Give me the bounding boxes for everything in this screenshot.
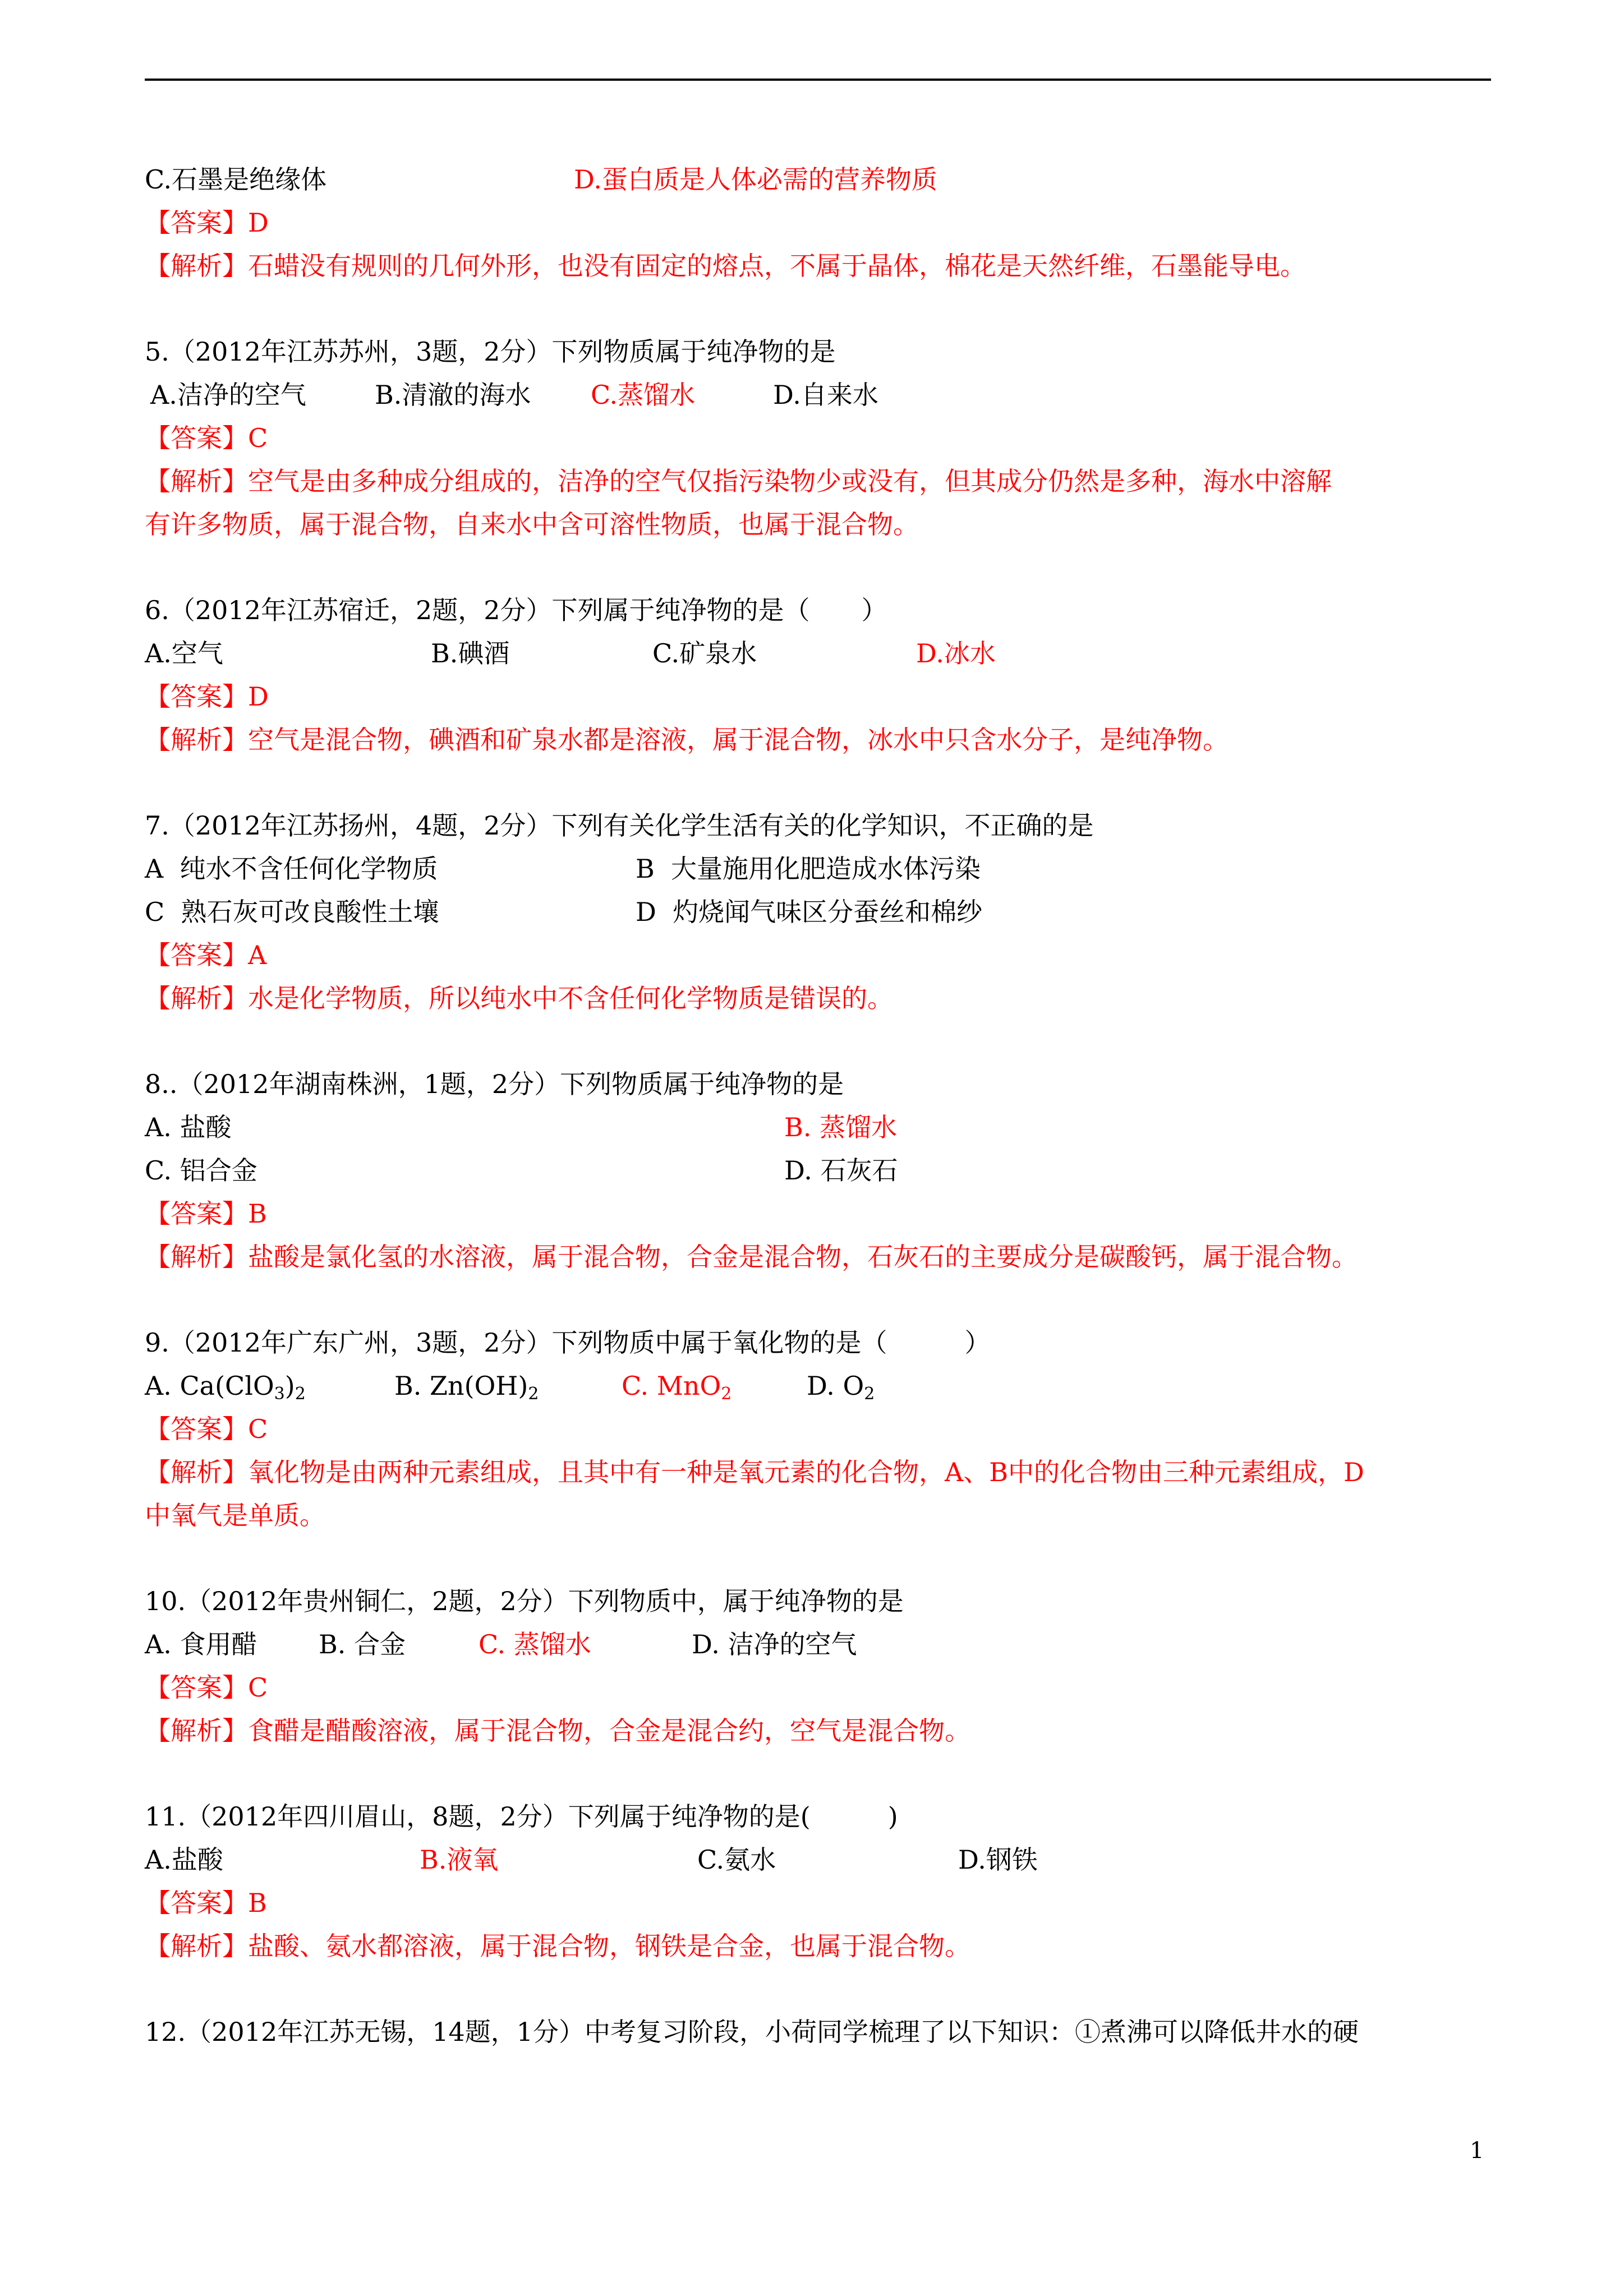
answer-tag: 【答案】 xyxy=(145,940,248,970)
answer-tag: 【答案】 xyxy=(145,423,248,453)
q5-explanation-line1 xyxy=(145,464,1502,498)
explanation-tag: 【解析】 xyxy=(145,1457,248,1487)
explanation-text: 盐酸是氯化氢的水溶液，属于混合物，合金是混合物，石灰石的主要成分是碳酸钙，属于混合物。 xyxy=(248,1242,1358,1272)
q11-explanation xyxy=(145,1929,1502,1963)
q5-option-d: D.自来水 xyxy=(773,380,878,410)
q5-stem: 5.（2012年江苏苏州，3题，2分）下列物质属于纯净物的是 xyxy=(145,336,836,367)
answer-value: C xyxy=(248,1672,268,1703)
explanation-tag: 【解析】 xyxy=(145,1716,248,1746)
q6-option-d: D.冰水 xyxy=(916,638,996,668)
q5-explanation-line2: 有许多物质，属于混合物，自来水中含可溶性物质，也属于混合物。 xyxy=(145,509,919,540)
q7-option-b: B 大量施用化肥造成水体污染 xyxy=(636,854,981,884)
q9-option-c: C. MnO$_2$ xyxy=(622,1371,732,1404)
q8-option-c: C. 铝合金 xyxy=(145,1155,257,1186)
explanation-tag: 【解析】 xyxy=(145,1931,248,1961)
q8-stem: 8..（2012年湖南株洲，1题，2分）下列物质属于纯净物的是 xyxy=(145,1069,844,1099)
explanation-text: 盐酸、氨水都溶液，属于混合物，钢铁是合金，也属于混合物。 xyxy=(248,1931,970,1961)
answer-tag: 【答案】 xyxy=(145,208,248,238)
answer-value: D xyxy=(248,681,269,712)
q11-answer xyxy=(145,1886,1502,1920)
q5-option-b: B.清澈的海水 xyxy=(375,380,531,410)
q10-option-d: D. 洁净的空气 xyxy=(692,1629,857,1659)
q9-stem: 9.（2012年广东广州，3题，2分）下列物质中属于氧化物的是（ ） xyxy=(145,1327,991,1358)
answer-tag: 【答案】 xyxy=(145,681,248,712)
q11-stem: 11.（2012年四川眉山，8题，2分）下列属于纯净物的是( ) xyxy=(145,1801,898,1832)
explanation-text: 空气是混合物，碘酒和矿泉水都是溶液，属于混合物，冰水中只含水分子，是纯净物。 xyxy=(248,725,1229,755)
q7-stem: 7.（2012年江苏扬州，4题，2分）下列有关化学生活有关的化学知识，不正确的是 xyxy=(145,810,1094,841)
answer-tag: 【答案】 xyxy=(145,1888,248,1918)
q12-stem: 12.（2012年江苏无锡，14题，1分）中考复习阶段，小荷同学梳理了以下知识：①煮沸可以降低井水的硬 xyxy=(145,2017,1359,2047)
explanation-text: 食醋是醋酸溶液，属于混合物，合金是混合约，空气是混合物。 xyxy=(248,1716,970,1746)
q6-answer xyxy=(145,680,1502,713)
q10-stem: 10.（2012年贵州铜仁，2题，2分）下列物质中，属于纯净物的是 xyxy=(145,1586,904,1616)
answer-tag: 【答案】 xyxy=(145,1198,248,1229)
q8-option-d: D. 石灰石 xyxy=(784,1155,898,1186)
q9-answer xyxy=(145,1412,1502,1446)
explanation-tag: 【解析】 xyxy=(145,251,248,281)
q4-option-d: D.蛋白质是人体必需的营养物质 xyxy=(574,164,937,195)
q6-option-b: B.碘酒 xyxy=(431,638,510,668)
header-rule xyxy=(145,79,1491,81)
q10-explanation xyxy=(145,1714,1502,1748)
answer-value: D xyxy=(248,208,269,238)
q8-answer xyxy=(145,1197,1502,1230)
q11-option-b: B.液氧 xyxy=(420,1845,499,1875)
q11-option-a: A.盐酸 xyxy=(145,1845,223,1875)
explanation-text: 水是化学物质，所以纯水中不含任何化学物质是错误的。 xyxy=(248,983,893,1013)
answer-value: C xyxy=(248,1414,268,1444)
q5-option-c: C.蒸馏水 xyxy=(591,380,696,410)
explanation-tag: 【解析】 xyxy=(145,466,248,496)
q9-explanation-line1 xyxy=(145,1455,1502,1489)
q9-explanation-line2: 中氧气是单质。 xyxy=(145,1500,325,1530)
q9-option-b: B. $Zn(OH)_2$ xyxy=(394,1371,539,1404)
explanation-tag: 【解析】 xyxy=(145,983,248,1013)
q7-answer xyxy=(145,938,1502,972)
q6-stem: 6.（2012年江苏宿迁，2题，2分）下列属于纯净物的是（ ） xyxy=(145,595,887,625)
q6-explanation xyxy=(145,723,1502,757)
answer-value: C xyxy=(248,423,268,453)
q7-explanation xyxy=(145,981,1502,1015)
answer-value: B xyxy=(248,1888,267,1918)
q8-option-a: A. 盐酸 xyxy=(145,1112,232,1142)
answer-tag: 【答案】 xyxy=(145,1672,248,1703)
q7-option-d: D 灼烧闻气味区分蚕丝和棉纱 xyxy=(636,897,983,927)
q10-answer xyxy=(145,1671,1502,1704)
q5-option-a: A.洁净的空气 xyxy=(150,380,306,410)
q9-option-d: D. $O_2$ xyxy=(807,1371,875,1404)
answer-value: A xyxy=(248,940,267,970)
answer-value: B xyxy=(248,1198,267,1229)
q6-option-a: A.空气 xyxy=(145,638,223,668)
q8-explanation xyxy=(145,1240,1502,1274)
answer-tag: 【答案】 xyxy=(145,1414,248,1444)
q7-option-c: C 熟石灰可改良酸性土壤 xyxy=(145,897,439,927)
q11-option-d: D.钢铁 xyxy=(958,1845,1038,1875)
q11-option-c: C.氨水 xyxy=(697,1845,776,1875)
explanation-text: 石蜡没有规则的几何外形，也没有固定的熔点，不属于晶体，棉花是天然纤维，石墨能导电。 xyxy=(248,251,1306,281)
q6-option-c: C.矿泉水 xyxy=(652,638,757,668)
q4-option-c: C.石墨是绝缘体 xyxy=(145,164,327,195)
q9-option-a: A. $Ca(ClO_3)_2$ xyxy=(145,1371,306,1404)
q8-option-b: B. 蒸馏水 xyxy=(784,1112,898,1142)
q4-answer xyxy=(145,206,1502,239)
q5-answer xyxy=(145,421,1502,455)
q7-option-a: A 纯水不含任何化学物质 xyxy=(145,854,438,884)
q10-option-a: A. 食用醋 xyxy=(145,1629,257,1659)
explanation-tag: 【解析】 xyxy=(145,725,248,755)
explanation-text: 空气是由多种成分组成的，洁净的空气仅指污染物少或没有，但其成分仍然是多种，海水中溶解 xyxy=(248,466,1332,496)
explanation-text: 氧化物是由两种元素组成，且其中有一种是氧元素的化合物，A、B中的化合物由三种元素组成，D xyxy=(248,1457,1364,1487)
q10-option-b: B. 合金 xyxy=(319,1629,406,1659)
q10-option-c: C. 蒸馏水 xyxy=(479,1629,591,1659)
page-number: 1 xyxy=(1470,2138,1484,2164)
q4-explanation xyxy=(145,249,1502,283)
explanation-tag: 【解析】 xyxy=(145,1242,248,1272)
